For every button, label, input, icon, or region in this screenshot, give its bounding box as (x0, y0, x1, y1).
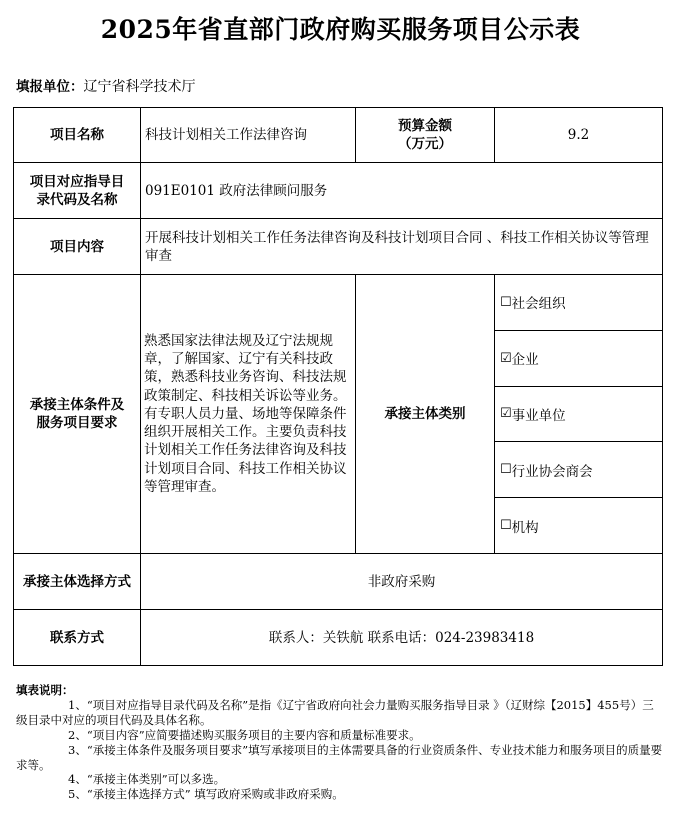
entity-type-label-text: 社会组织 (511, 296, 566, 313)
note-item: 1、“项目对应指导目录代码及名称”是指《辽宁省政府向社会力量购买服务指导目录 》（辽财综【2015】455号）三级目录中对应的项目代码及具体名称。 (16, 697, 654, 727)
note-item: 4、“承接主体类别”可以多选。 (68, 772, 226, 787)
entity-type-label-text: 机构 (511, 519, 539, 536)
content-label: 项目内容 (14, 219, 141, 275)
entity-type-agency (495, 497, 662, 553)
checkbox-checked-icon: ☑ (500, 406, 512, 422)
filling-notes (16, 683, 664, 802)
reporting-unit (16, 75, 196, 96)
entity-type-industry-association (495, 441, 662, 497)
entity-type-enterprise (495, 330, 662, 386)
note-item: 2、“项目内容”应简要描述购买服务项目的主要内容和质量标准要求。 (68, 727, 421, 742)
entity-type-label-text: 事业单位 (511, 407, 566, 424)
project-table (13, 107, 663, 666)
budget-label-line1: 预算金额 (398, 118, 452, 134)
content-value: 开展科技计划相关工作任务法律咨询及科技计划项目合同 、科技工作相关协议等管理审查 (141, 219, 663, 275)
note-item: 5、“承接主体选择方式” 填写政府采购或非政府采购。 (68, 787, 344, 802)
row-project-name (14, 108, 663, 163)
requirements-label (14, 275, 141, 554)
selection-method-value: 非政府采购 (141, 554, 663, 610)
requirements-value: 熟悉国家法律法规及辽宁法规规章，了解国家、辽宁有关科技政策，熟悉科技业务咨询、科技法规政策制定、科技相关诉讼等业务。有专职人员力量、场地等保障条件组织开展相关工作。主要负责科技计划相关工作任务法律咨询及科技计划项目合同、科技工作相关协议等管理审查。 (141, 275, 356, 554)
requirements-label-line1: 承接主体条件及 (29, 397, 125, 413)
catalog-value: 091E0101 政府法律顾问服务 (141, 163, 663, 219)
catalog-label-line1: 项目对应指导目 (29, 173, 125, 190)
project-name-value: 科技计划相关工作法律咨询 (141, 108, 356, 163)
row-selection-method (14, 554, 663, 610)
checkbox-unchecked-icon: ☐ (500, 294, 512, 310)
selection-method-label: 承接主体选择方式 (14, 554, 141, 610)
catalog-label-line2: 录代码及名称 (36, 191, 118, 208)
entity-type-options (495, 275, 663, 554)
entity-type-social-org (495, 275, 662, 330)
row-content (14, 219, 663, 275)
reporting-unit-label: 填报单位： (16, 79, 84, 95)
entity-type-label-text: 行业协会商会 (511, 463, 593, 480)
entity-type-public-institution (495, 386, 662, 442)
page-title: 2025年省直部门政府购买服务项目公示表 (100, 15, 581, 44)
note-item: 3、“承接主体条件及服务项目要求”填写承接项目的主体需要具备的行业资质条件、专业技术能力和服务项目的质量要求等。 (16, 742, 663, 772)
row-catalog (14, 163, 663, 219)
requirements-label-line2: 服务项目要求 (36, 415, 118, 431)
row-contact (14, 610, 663, 666)
catalog-label (14, 163, 141, 219)
project-name-label: 项目名称 (14, 108, 141, 163)
notes-title: 填表说明： (16, 683, 74, 697)
entity-type-label: 承接主体类别 (356, 275, 495, 554)
reporting-unit-value: 辽宁省科学技术厅 (83, 79, 196, 95)
contact-label: 联系方式 (14, 610, 141, 666)
contact-value: 联系人：关铁航 联系电话：024-23983418 (141, 610, 663, 666)
entity-type-label-text: 企业 (511, 352, 539, 369)
checkbox-checked-icon: ☑ (500, 350, 512, 366)
budget-value: 9.2 (495, 108, 663, 163)
row-requirements (14, 275, 663, 554)
checkbox-unchecked-icon: ☐ (500, 518, 512, 534)
budget-label (356, 108, 495, 163)
budget-label-line2: （万元） (398, 136, 452, 152)
checkbox-unchecked-icon: ☐ (500, 462, 512, 478)
